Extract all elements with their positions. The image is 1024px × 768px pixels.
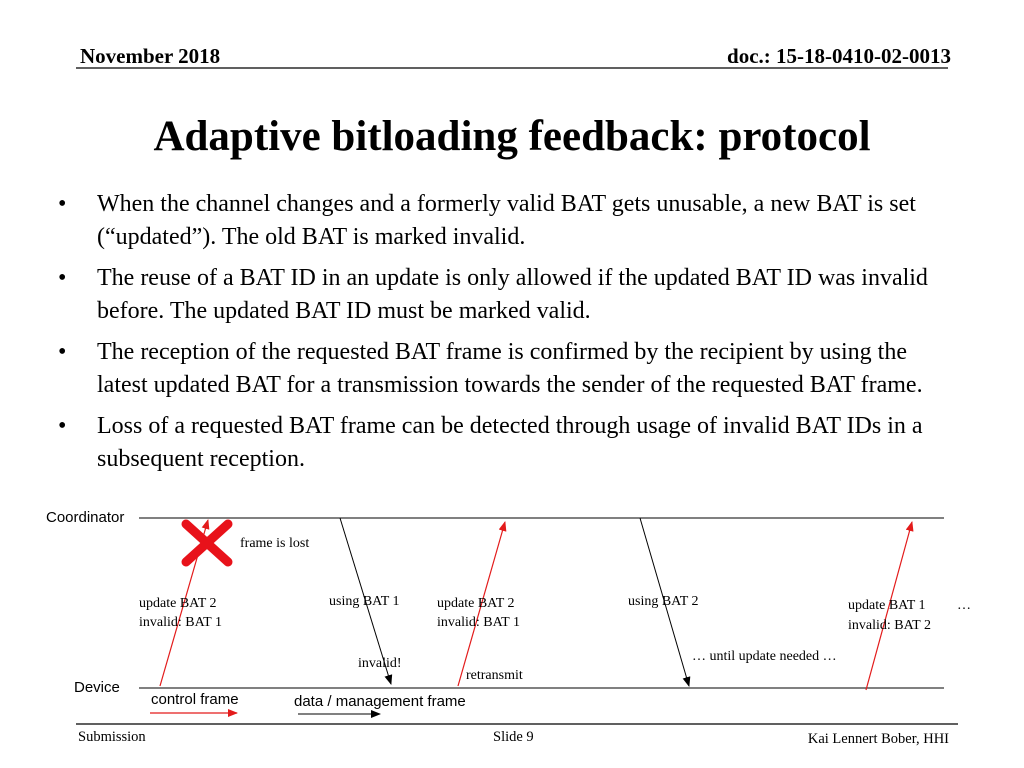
slide-title: Adaptive bitloading feedback: protocol: [153, 113, 871, 160]
bullet-text: When the channel changes and a formerly valid BAT gets unusable, a new BAT is set (“updated”). The old BAT is marked invalid.: [97, 191, 916, 250]
bullet-marker: •: [58, 191, 67, 217]
using-bat2-label: using BAT 2: [628, 594, 699, 609]
bullet-marker: •: [58, 413, 67, 439]
frame-lost-label: frame is lost: [240, 536, 310, 551]
bullet-marker: •: [58, 339, 67, 365]
update3-line2: invalid: BAT 2: [848, 618, 931, 633]
device-label: Device: [74, 679, 120, 696]
update2-line2: invalid: BAT 1: [437, 615, 520, 630]
update2-line1: update BAT 2: [437, 596, 515, 611]
legend-control-label: control frame: [151, 691, 239, 708]
invalid-label: invalid!: [358, 656, 402, 671]
header-doc-number: doc.: 15-18-0410-02-0013: [727, 44, 951, 68]
footer-submission: Submission: [78, 729, 146, 745]
update3-line1: update BAT 1: [848, 598, 926, 613]
bullet-text: Loss of a requested BAT frame can be detected through usage of invalid BAT IDs in a subsequent reception.: [97, 413, 923, 472]
header-date: November 2018: [80, 44, 221, 68]
retransmit-label: retransmit: [466, 668, 523, 683]
footer-slide-number: Slide 9: [493, 729, 534, 745]
footer-author: Kai Lennert Bober, HHI: [807, 731, 949, 747]
update1-line2: invalid: BAT 1: [139, 615, 222, 630]
bullet-text: The reuse of a BAT ID in an update is only allowed if the updated BAT ID was invalid before. The updated BAT ID must be marked valid.: [97, 265, 928, 324]
until-update-label: … until update needed …: [692, 649, 837, 664]
frame-lost-x-icon: [186, 524, 228, 562]
continuation-ellipsis: …: [957, 598, 971, 613]
bullet-marker: •: [58, 265, 67, 291]
using-bat1-label: using BAT 1: [329, 594, 400, 609]
legend-data-label: data / management frame: [294, 693, 466, 710]
coordinator-label: Coordinator: [46, 509, 125, 526]
bullet-text: The reception of the requested BAT frame is confirmed by the recipient by using the latest updated BAT for a transmission towards the sender of the requested BAT frame.: [97, 339, 923, 398]
update1-line1: update BAT 2: [139, 596, 217, 611]
